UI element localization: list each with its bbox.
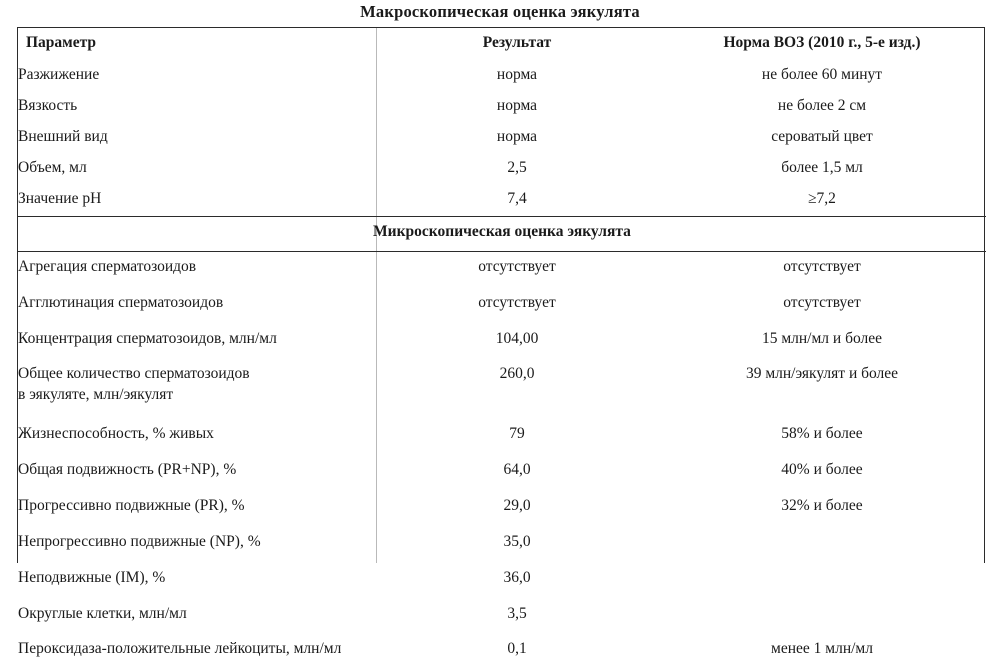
table-row xyxy=(18,324,986,360)
table-body xyxy=(18,61,986,662)
row-param: Общая подвижность (PR+NP), % xyxy=(18,461,237,478)
row-result: 2,5 xyxy=(507,159,527,176)
table-row xyxy=(18,252,986,289)
row-param xyxy=(18,360,376,403)
table-row xyxy=(18,185,986,217)
row-norm: ≥7,2 xyxy=(808,190,836,207)
row-result: 36,0 xyxy=(503,569,531,586)
row-param: Агглютинация сперматозоидов xyxy=(18,294,224,311)
row-param-line1: Общее количество сперматозоидов xyxy=(18,365,250,382)
row-result: 260,0 xyxy=(499,365,535,382)
row-param: Округлые клетки, млн/мл xyxy=(18,605,187,622)
column-header-norm: Норма ВОЗ (2010 г., 5-е изд.) xyxy=(723,34,921,51)
row-result: норма xyxy=(496,66,538,83)
table-row xyxy=(18,563,986,599)
row-param: Концентрация сперматозоидов, млн/мл xyxy=(18,330,277,347)
row-norm: отсутствует xyxy=(783,258,861,275)
row-param: Прогрессивно подвижные (PR), % xyxy=(18,497,245,514)
row-norm xyxy=(658,527,986,563)
table-row xyxy=(18,491,986,527)
row-param: Вязкость xyxy=(18,97,78,114)
section-banner-label: Микроскопическая оценка эякулята xyxy=(18,217,986,252)
table-row xyxy=(18,360,986,403)
row-result: отсутствует xyxy=(478,258,556,275)
table-row-spacer xyxy=(18,403,986,419)
row-norm: сероватый цвет xyxy=(771,128,873,145)
row-result: 3,5 xyxy=(507,605,527,622)
row-result: норма xyxy=(496,97,538,114)
row-param: Жизнеспособность, % живых xyxy=(18,425,214,442)
row-param: Разжижение xyxy=(18,66,100,83)
row-result: 29,0 xyxy=(503,497,531,514)
table-row xyxy=(18,61,986,92)
row-param: Агрегация сперматозоидов xyxy=(18,258,197,275)
table-row xyxy=(18,527,986,563)
row-result: 64,0 xyxy=(503,461,531,478)
row-result: 104,00 xyxy=(495,330,539,347)
row-norm: 15 млн/мл и более xyxy=(761,330,883,347)
column-header-param: Параметр xyxy=(26,34,97,51)
row-result: отсутствует xyxy=(478,294,556,311)
section-banner-microscopic xyxy=(18,217,986,252)
row-result: 79 xyxy=(509,425,525,442)
table-row xyxy=(18,599,986,635)
row-param: Непрогрессивно подвижные (NP), % xyxy=(18,533,261,550)
row-norm: 40% и более xyxy=(781,461,863,478)
table-row xyxy=(18,455,986,491)
row-norm: 32% и более xyxy=(781,497,863,514)
table-row xyxy=(18,288,986,324)
row-result: норма xyxy=(496,128,538,145)
row-norm: более 1,5 мл xyxy=(781,159,863,176)
row-result: 7,4 xyxy=(507,190,527,207)
table-row xyxy=(18,92,986,123)
semen-analysis-table xyxy=(18,28,986,662)
row-param xyxy=(18,403,376,419)
results-table-frame xyxy=(17,27,985,657)
row-result xyxy=(376,403,658,419)
table-row xyxy=(18,635,986,662)
row-norm: не более 2 см xyxy=(777,97,867,114)
row-param: Неподвижные (IM), % xyxy=(18,569,166,586)
table-row xyxy=(18,154,986,185)
column-header-result: Результат xyxy=(482,34,552,51)
row-param: Внешний вид xyxy=(18,128,108,145)
row-norm xyxy=(658,599,986,635)
table-row xyxy=(18,419,986,455)
row-norm: менее 1 млн/мл xyxy=(771,640,873,657)
row-param-line2: в эякуляте, млн/эякулят xyxy=(18,386,174,403)
row-norm xyxy=(658,563,986,599)
row-norm: 39 млн/эякулят и более xyxy=(745,365,899,382)
row-norm xyxy=(658,403,986,419)
row-param: Значение pH xyxy=(18,190,102,207)
row-result: 35,0 xyxy=(503,533,531,550)
row-param: Объем, мл xyxy=(18,159,87,176)
row-norm: 58% и более xyxy=(781,425,863,442)
row-norm: не более 60 минут xyxy=(761,66,883,83)
page-title: Макроскопическая оценка эякулята xyxy=(360,2,640,21)
table-header-row xyxy=(18,28,986,61)
row-param: Пероксидаза-положительные лейкоциты, млн/мл xyxy=(18,640,342,657)
row-norm: отсутствует xyxy=(783,294,861,311)
table-row xyxy=(18,123,986,154)
row-result: 0,1 xyxy=(507,640,527,657)
